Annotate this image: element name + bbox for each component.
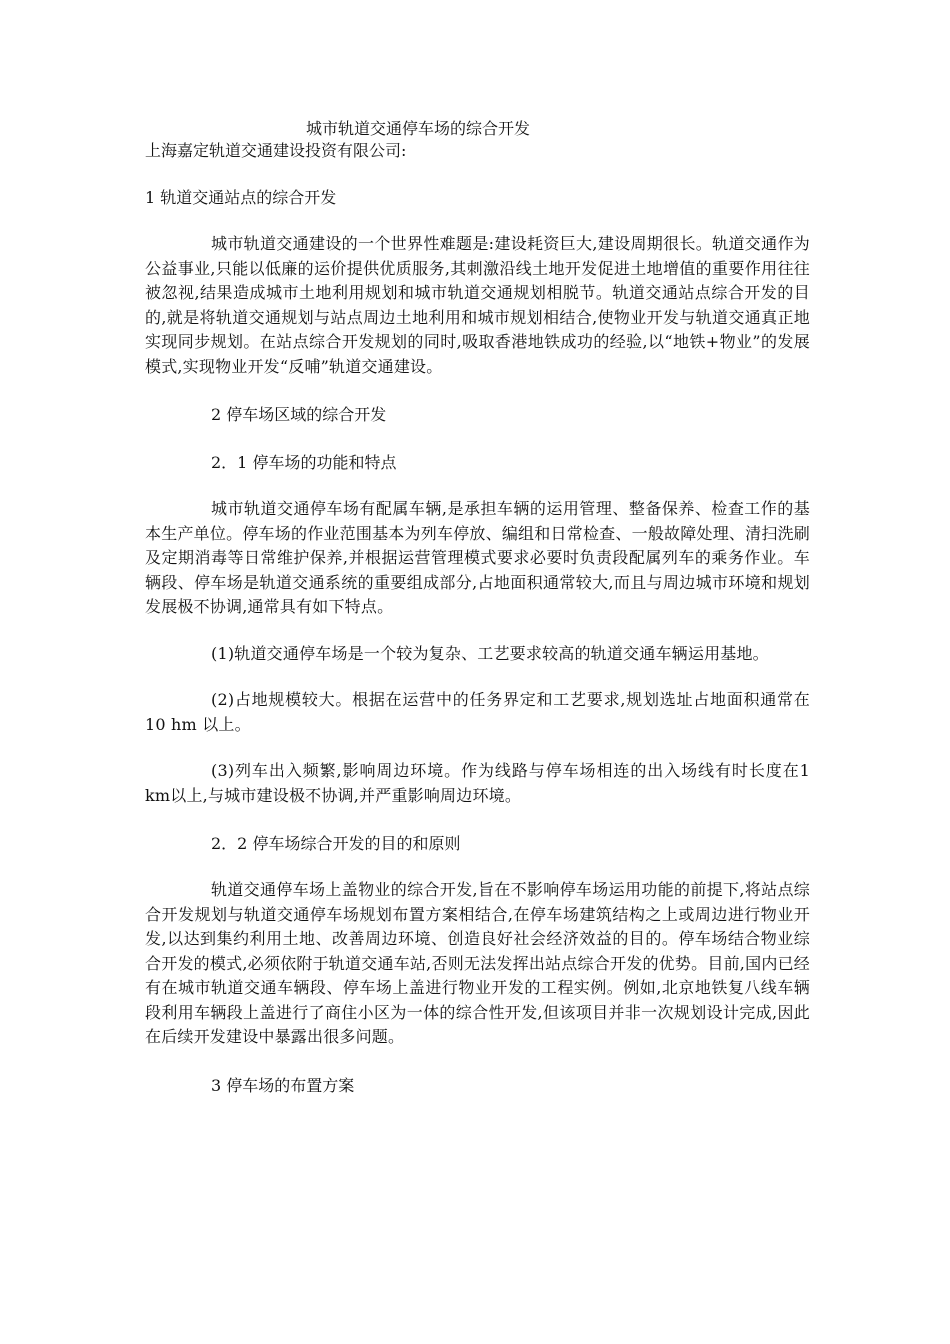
- section-2-2-heading: 2．2 停车场综合开发的目的和原则: [211, 834, 461, 853]
- section-2-1-item-2: (2)占地规模较大。根据在运营中的任务界定和工艺要求,规划选址占地面积通常在10 hm 以上。: [145, 690, 810, 734]
- section-3-heading: 3 停车场的布置方案: [211, 1075, 355, 1095]
- section-2-1-item-3: (3)列车出入频繁,影响周边环境。作为线路与停车场相连的出入场线有时长度在1 km以上,与城市建设极不协调,并严重影响周边环境。: [145, 761, 810, 805]
- section-2-heading: 2 停车场区域的综合开发: [211, 405, 387, 424]
- document-organization: 上海嘉定轨道交通建设投资有限公司:: [145, 141, 407, 160]
- section-2-2-paragraph: 轨道交通停车场上盖物业的综合开发,旨在不影响停车场运用功能的前提下,将站点综合开发规划与轨道交通停车场规划布置方案相结合,在停车场建筑结构之上或周边进行物业开发,以达到集约利用土地、改善周边环境、创造良好社会经济效益的目的。停车场结合物业综合开发的模式,必须依附于轨道交通车站,否则无法发挥出站点综合开发的优势。目前,国内已经有在城市轨道交通车辆段、停车场上盖进行物业开发的工程实例。例如,北京地铁复八线车辆段利用车辆段上盖进行了商住小区为一体的综合性开发,但该项目并非一次规划设计完成,因此在后续开发建设中暴露出很多问题。: [145, 880, 810, 1046]
- section-2-1-heading: 2．1 停车场的功能和特点: [211, 453, 397, 472]
- document-title: 城市轨道交通停车场的综合开发: [306, 119, 531, 138]
- section-2-1-paragraph: 城市轨道交通停车场有配属车辆,是承担车辆的运用管理、整备保养、检查工作的基本生产单位。停车场的作业范围基本为列车停放、编组和日常检查、一般故障处理、清扫洗刷及定期消毒等日常维护保养,并根据运营管理模式要求必要时负责段配属列车的乘务作业。车辆段、停车场是轨道交通系统的重要组成部分,占地面积通常较大,而且与周边城市环境和规划发展极不协调,通常具有如下特点。: [145, 499, 810, 616]
- document-page: [145, 118, 810, 1098]
- section-2-1-item-1: (1)轨道交通停车场是一个较为复杂、工艺要求较高的轨道交通车辆运用基地。: [211, 643, 769, 663]
- section-1-heading: 1 轨道交通站点的综合开发: [145, 188, 337, 207]
- section-1-paragraph: 城市轨道交通建设的一个世界性难题是:建设耗资巨大,建设周期很长。轨道交通作为公益事业,只能以低廉的运价提供优质服务,其刺激沿线土地开发促进土地增值的重要作用往往被忽视,结果造成城市土地利用规划和城市轨道交通规划相脱节。轨道交通站点综合开发的目的,就是将轨道交通规划与站点周边土地利用和城市规划相结合,使物业开发与轨道交通真正地实现同步规划。在站点综合开发规划的同时,吸取香港地铁成功的经验,以“地铁+物业”的发展模式,实现物业开发“反哺”轨道交通建设。: [145, 234, 810, 376]
